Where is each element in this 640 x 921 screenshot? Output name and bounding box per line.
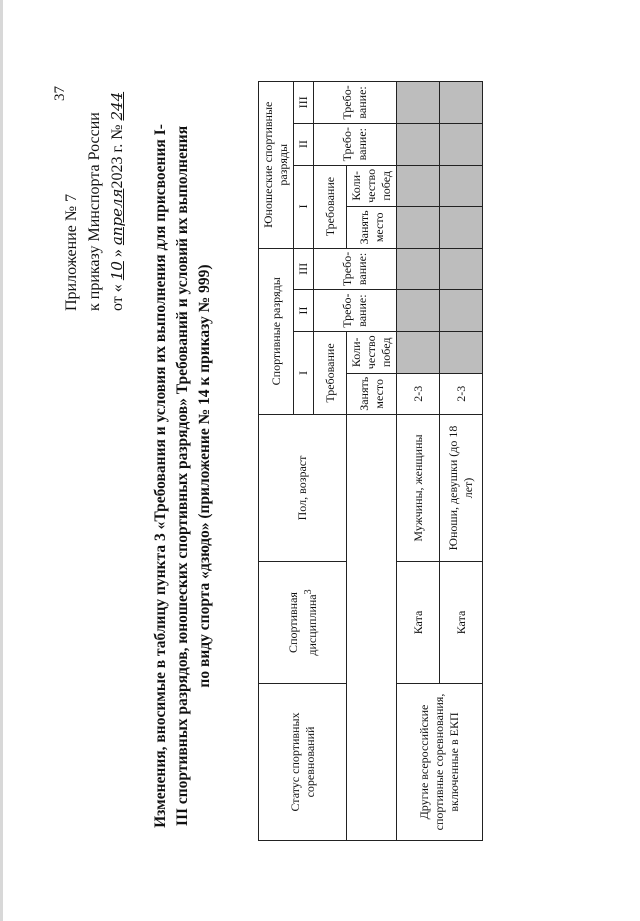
header-youth-rank-I: I: [294, 165, 314, 248]
appendix-header: [60, 81, 129, 311]
req-youth-III: Требо-вание:: [314, 82, 397, 124]
date-day: 10: [108, 261, 126, 281]
row1-gender: Мужчины, женщины: [397, 415, 440, 562]
row2-youth-I-wins: [440, 165, 483, 207]
req-sport-III: Требо-вание:: [314, 248, 397, 290]
header-rank-II: II: [294, 290, 314, 332]
header-rank-I: I: [294, 331, 314, 414]
header-sport-ranks: Спортивные разряды: [259, 248, 294, 414]
date-prefix: от «: [109, 284, 126, 311]
appendix-line-1: Приложение № 7: [63, 193, 80, 311]
appendix-line-3: [106, 81, 129, 311]
row2-sport-III: [440, 248, 483, 290]
order-number: 244: [108, 91, 126, 121]
header-status: Статус спортивных соревнований: [259, 684, 347, 841]
row1-youth-II: [397, 123, 440, 165]
header-spacer: [347, 415, 397, 841]
row1-place: 2-3: [397, 373, 440, 414]
sport-I-place: Занять место: [347, 373, 397, 414]
page-number: 37: [52, 86, 68, 101]
footnote-marker: 3: [302, 589, 314, 595]
req-sport-I: Требование: [314, 331, 347, 414]
header-youth-rank-III: III: [294, 82, 314, 124]
order-year: 2023 г. №: [109, 124, 126, 189]
row2-youth-I-place: [440, 207, 483, 248]
scan-edge: [0, 0, 3, 921]
row1-sport-I-wins: [397, 331, 440, 373]
date-mid: »: [109, 249, 126, 258]
row2-youth-III: [440, 82, 483, 124]
youth-I-wins: Коли-чество побед: [347, 165, 397, 207]
row1-youth-I-place: [397, 207, 440, 248]
document-title: Изменения, вносимые в таблицу пункта 3 «Требования и условия их выполнения для присвоения I-III спортивных разрядов, юношеских спортивных разрядов» Требований и условий их выполнения по виду спорта «дзюдо» (приложение № 14 к приказу № 999): [152, 124, 213, 828]
row2-discipline: Ката: [440, 562, 483, 684]
date-month: апреля: [108, 188, 126, 246]
header-discipline: Спортивная дисциплина$^3$: [259, 562, 347, 684]
req-sport-II: Требо-вание:: [314, 290, 397, 332]
youth-I-place: Занять место: [347, 207, 397, 248]
header-youth-rank-II: II: [294, 123, 314, 165]
row2-sport-II: [440, 290, 483, 332]
row2-gender: Юноши, девушки (до 18 лет): [440, 415, 483, 562]
sport-I-wins: Коли-чество побед: [347, 331, 397, 373]
row1-youth-III: [397, 82, 440, 124]
row2-sport-I-wins: [440, 331, 483, 373]
row1-discipline: Ката: [397, 562, 440, 684]
header-gender: Пол, возраст: [259, 415, 347, 562]
req-youth-II: Требо-вание:: [314, 123, 397, 165]
row-status: Другие всероссийские спортивные соревнования, включенные в ЕКП: [397, 684, 483, 841]
appendix-line-2: к приказу Минспорта России: [86, 112, 103, 311]
header-rank-III: III: [294, 248, 314, 290]
requirements-table: [258, 81, 483, 841]
row1-sport-III: [397, 248, 440, 290]
row2-youth-II: [440, 123, 483, 165]
row1-sport-II: [397, 290, 440, 332]
req-youth-I: Требование: [314, 165, 347, 248]
header-youth-ranks: Юношеские спортивные разряды: [259, 82, 294, 249]
row1-youth-I-wins: [397, 165, 440, 207]
row2-place: 2-3: [440, 373, 483, 414]
